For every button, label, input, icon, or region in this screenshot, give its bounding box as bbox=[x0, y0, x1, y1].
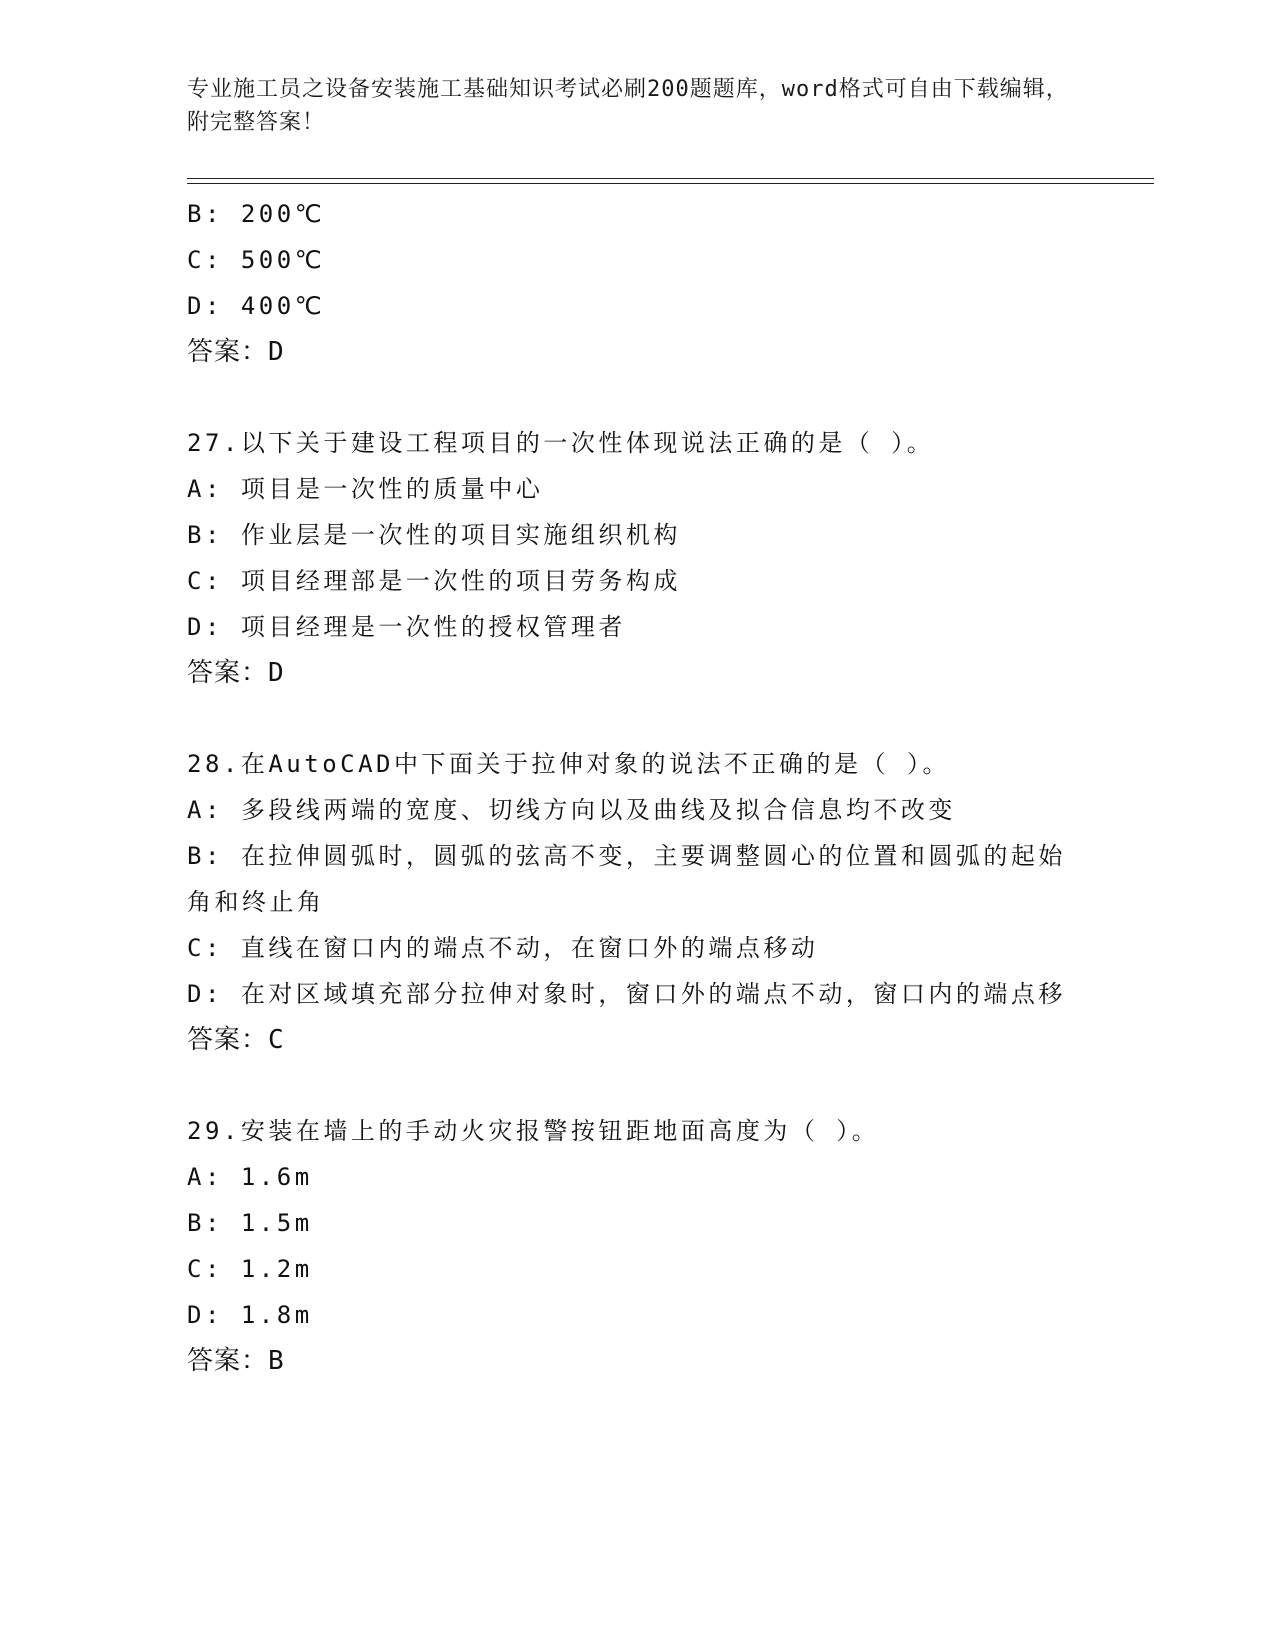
question-stem: 29.安装在墙上的手动火灾报警按钮距地面高度为（ ）。 bbox=[187, 1117, 880, 1145]
option-b: B: 200℃ bbox=[187, 200, 326, 228]
option-b: B: 作业层是一次性的项目实施组织机构 bbox=[187, 521, 681, 549]
option-c: C: 项目经理部是一次性的项目劳务构成 bbox=[187, 567, 681, 595]
option-c: C: 1.2m bbox=[187, 1255, 313, 1283]
answer-line: 答案：D bbox=[187, 337, 285, 367]
header-rule-bottom bbox=[187, 183, 1154, 184]
answer-line: 答案：D bbox=[187, 658, 285, 688]
document-content bbox=[187, 191, 1087, 1384]
option-c: C: 直线在窗口内的端点不动，在窗口外的端点移动 bbox=[187, 934, 819, 962]
option-d: D: 在对区域填充部分拉伸对象时，窗口外的端点不动，窗口内的端点移 bbox=[187, 980, 1066, 1008]
option-d: D: 项目经理是一次性的授权管理者 bbox=[187, 613, 626, 641]
option-d: D: 1.8m bbox=[187, 1301, 313, 1329]
question-stem: 28.在AutoCAD中下面关于拉伸对象的说法不正确的是（ ）。 bbox=[187, 750, 950, 778]
option-d: D: 400℃ bbox=[187, 292, 326, 320]
document-header: 专业施工员之设备安装施工基础知识考试必刷200题题库，word格式可自由下载编辑，附完整答案！ bbox=[187, 77, 1069, 135]
option-a: A: 1.6m bbox=[187, 1163, 313, 1191]
question-27 bbox=[187, 420, 1087, 696]
partial-question bbox=[187, 191, 1087, 375]
header-rule-top bbox=[187, 178, 1154, 179]
question-stem: 27.以下关于建设工程项目的一次性体现说法正确的是（ ）。 bbox=[187, 429, 935, 457]
option-b: B: 在拉伸圆弧时，圆弧的弦高不变，主要调整圆心的位置和圆弧的起始角和终止角 bbox=[187, 842, 1066, 916]
option-b: B: 1.5m bbox=[187, 1209, 313, 1237]
question-28 bbox=[187, 741, 1087, 1063]
question-29 bbox=[187, 1108, 1087, 1384]
option-a: A: 项目是一次性的质量中心 bbox=[187, 475, 544, 503]
answer-line: 答案：C bbox=[187, 1025, 285, 1055]
option-c: C: 500℃ bbox=[187, 246, 326, 274]
answer-line: 答案：B bbox=[187, 1346, 285, 1376]
option-a: A: 多段线两端的宽度、切线方向以及曲线及拟合信息均不改变 bbox=[187, 796, 956, 824]
